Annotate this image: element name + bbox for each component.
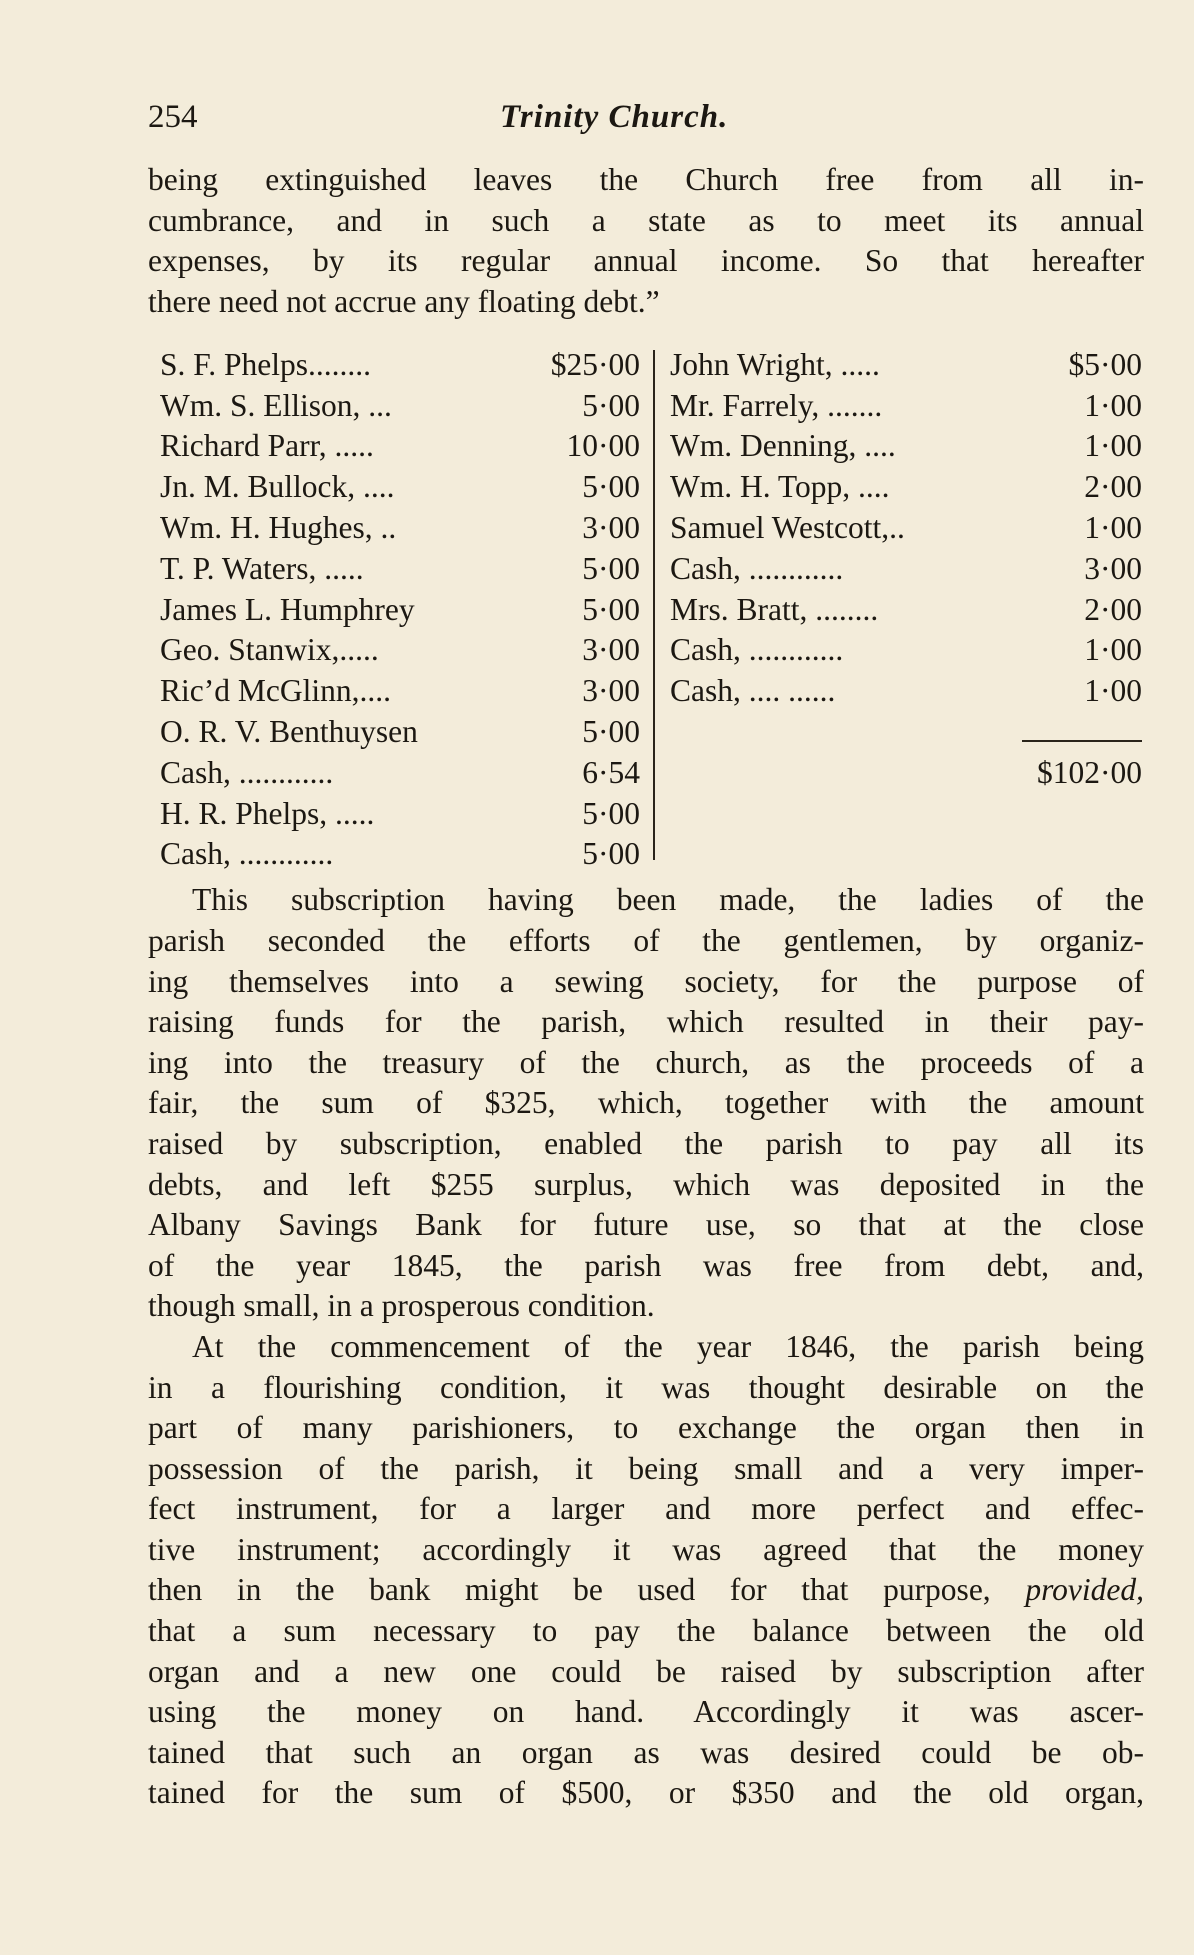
column-divider xyxy=(653,350,655,860)
subscription-amount: 1·00 xyxy=(1084,632,1142,668)
subscription-row xyxy=(670,630,1142,671)
subscription-row xyxy=(160,671,640,712)
subscription-row xyxy=(670,589,1142,630)
subscriber-name: Cash, ............ xyxy=(670,550,844,586)
total-rule xyxy=(670,712,1142,753)
text-line: This subscription having been made, the ladies of the xyxy=(192,882,1144,918)
subscriber-name: Cash, ............ xyxy=(670,632,844,668)
text-line: there need not accrue any floating debt.” xyxy=(148,283,660,319)
subscription-amount: 5·00 xyxy=(582,591,640,627)
text-line: ing themselves into a sewing society, for the purpose of xyxy=(148,963,1144,999)
subscription-right-column xyxy=(670,344,1142,793)
text-line: parish seconded the efforts of the gentlemen, by organiz- xyxy=(148,922,1144,958)
subscription-row xyxy=(160,508,640,549)
text-line: raised by subscription, enabled the parish to pay all its xyxy=(148,1125,1144,1161)
paragraph-sewing-society xyxy=(148,880,1144,1327)
subscription-amount: 1·00 xyxy=(1084,509,1142,545)
subscriber-name: T. P. Waters, ..... xyxy=(160,550,364,586)
intro-paragraph xyxy=(148,160,1144,322)
subscription-row xyxy=(160,385,640,426)
subscription-amount: 1·00 xyxy=(1084,673,1142,709)
subscription-amount: 5·00 xyxy=(582,713,640,749)
subscriber-name: Wm. S. Ellison, ... xyxy=(160,387,392,423)
text-line: fair, the sum of $325, which, together with the amount xyxy=(148,1085,1144,1121)
running-title: Trinity Church. xyxy=(500,98,729,135)
text-line: expenses, by its regular annual income. So that hereafter xyxy=(148,243,1144,279)
subscriber-name: Wm. H. Hughes, .. xyxy=(160,509,397,545)
subscription-row xyxy=(670,467,1142,508)
subscription-amount: 1·00 xyxy=(1084,387,1142,423)
subscription-amount: 2·00 xyxy=(1084,469,1142,505)
subscription-row xyxy=(670,548,1142,589)
subscription-row xyxy=(160,834,640,875)
text-line: of the year 1845, the parish was free from debt, and, xyxy=(148,1247,1144,1283)
subscription-amount: 5·00 xyxy=(582,469,640,505)
subscriber-name: O. R. V. Benthuysen xyxy=(160,713,418,749)
text-line: Albany Savings Bank for future use, so that at the close xyxy=(148,1207,1144,1243)
subscription-row xyxy=(160,548,640,589)
subscriber-name: Samuel Westcott,.. xyxy=(670,509,905,545)
subscription-amount: $5·00 xyxy=(1068,346,1142,382)
subscriber-name: H. R. Phelps, ..... xyxy=(160,795,375,831)
text-line: in a flourishing condition, it was thought desirable on the xyxy=(148,1369,1144,1405)
subscription-amount: 3·00 xyxy=(582,673,640,709)
subscriber-name: Mrs. Bratt, ........ xyxy=(670,591,879,627)
subscription-row xyxy=(160,752,640,793)
text-line: using the money on hand. Accordingly it was ascer- xyxy=(148,1694,1144,1730)
subscriber-name: S. F. Phelps........ xyxy=(160,346,372,382)
subscription-row xyxy=(670,385,1142,426)
subscription-amount: 3·00 xyxy=(582,632,640,668)
page-number: 254 xyxy=(148,98,198,135)
text-line: debts, and left $255 surplus, which was deposited in the xyxy=(148,1166,1144,1202)
subscription-row xyxy=(160,589,640,630)
text-line: fect instrument, for a larger and more perfect and effec- xyxy=(148,1491,1144,1527)
subscription-row xyxy=(670,426,1142,467)
subscription-row xyxy=(670,508,1142,549)
subscription-amount: 5·00 xyxy=(582,795,640,831)
subscription-amount: 10·00 xyxy=(566,428,640,464)
paragraph-organ xyxy=(148,1327,1144,1814)
subscription-row xyxy=(670,344,1142,385)
subscription-row xyxy=(160,630,640,671)
subscriber-name: Cash, .... ...... xyxy=(670,673,836,709)
text-line: raising funds for the parish, which resulted in their pay- xyxy=(148,1004,1144,1040)
text-line: At the commencement of the year 1846, the parish being xyxy=(192,1328,1144,1364)
text-line xyxy=(148,1570,1144,1611)
subscriber-name: Ric’d McGlinn,.... xyxy=(160,673,391,709)
subscription-list xyxy=(148,344,1144,872)
subscriber-name: Geo. Stanwix,..... xyxy=(160,632,379,668)
text-line: tained for the sum of $500, or $350 and the old organ, xyxy=(148,1775,1144,1811)
subscription-row xyxy=(160,467,640,508)
subscription-total: $102·00 xyxy=(1037,754,1142,790)
subscription-amount: $25·00 xyxy=(550,346,640,382)
subscription-amount: 5·00 xyxy=(582,550,640,586)
italic-word: provided, xyxy=(1025,1572,1144,1608)
subscription-amount: 2·00 xyxy=(1084,591,1142,627)
subscription-amount: 5·00 xyxy=(582,836,640,872)
subscriber-name: Jn. M. Bullock, .... xyxy=(160,469,395,505)
running-head xyxy=(148,92,1144,142)
subscription-amount: 3·00 xyxy=(1084,550,1142,586)
text-line: ing into the treasury of the church, as the proceeds of a xyxy=(148,1044,1144,1080)
text-line: possession of the parish, it being small and a very imper- xyxy=(148,1450,1144,1486)
subscription-row xyxy=(160,344,640,385)
text-line: organ and a new one could be raised by subscription after xyxy=(148,1653,1144,1689)
subscriber-name: Cash, ............ xyxy=(160,754,334,790)
subscriber-name: Richard Parr, ..... xyxy=(160,428,374,464)
text-line: though small, in a prosperous condition. xyxy=(148,1288,655,1324)
subscription-amount: 3·00 xyxy=(582,509,640,545)
subscription-amount: 5·00 xyxy=(582,387,640,423)
subscriber-name: Wm. Denning, .... xyxy=(670,428,896,464)
subscription-row xyxy=(160,712,640,753)
subscription-row xyxy=(160,426,640,467)
subscription-total-row xyxy=(670,752,1142,793)
text-line: that a sum necessary to pay the balance between the old xyxy=(148,1613,1144,1649)
text-line: tive instrument; accordingly it was agreed that the money xyxy=(148,1531,1144,1567)
text-line: part of many parishioners, to exchange the organ then in xyxy=(148,1410,1144,1446)
text-line: cumbrance, and in such a state as to meet its annual xyxy=(148,202,1144,238)
text-segment: then in the bank might be used for that purpose, xyxy=(148,1572,1026,1608)
subscription-row xyxy=(670,671,1142,712)
subscriber-name: James L. Humphrey xyxy=(160,591,415,627)
subscription-row xyxy=(160,793,640,834)
subscription-amount: 1·00 xyxy=(1084,428,1142,464)
subscription-left-column xyxy=(160,344,640,874)
subscriber-name: Cash, ............ xyxy=(160,836,334,872)
subscription-amount: 6·54 xyxy=(582,754,640,790)
text-line: tained that such an organ as was desired could be ob- xyxy=(148,1734,1144,1770)
text-line: being extinguished leaves the Church free from all in- xyxy=(148,162,1144,197)
subscriber-name: John Wright, ..... xyxy=(670,346,880,382)
subscriber-name: Mr. Farrely, ....... xyxy=(670,387,883,423)
book-page xyxy=(148,92,1144,1814)
subscriber-name: Wm. H. Topp, .... xyxy=(670,469,890,505)
